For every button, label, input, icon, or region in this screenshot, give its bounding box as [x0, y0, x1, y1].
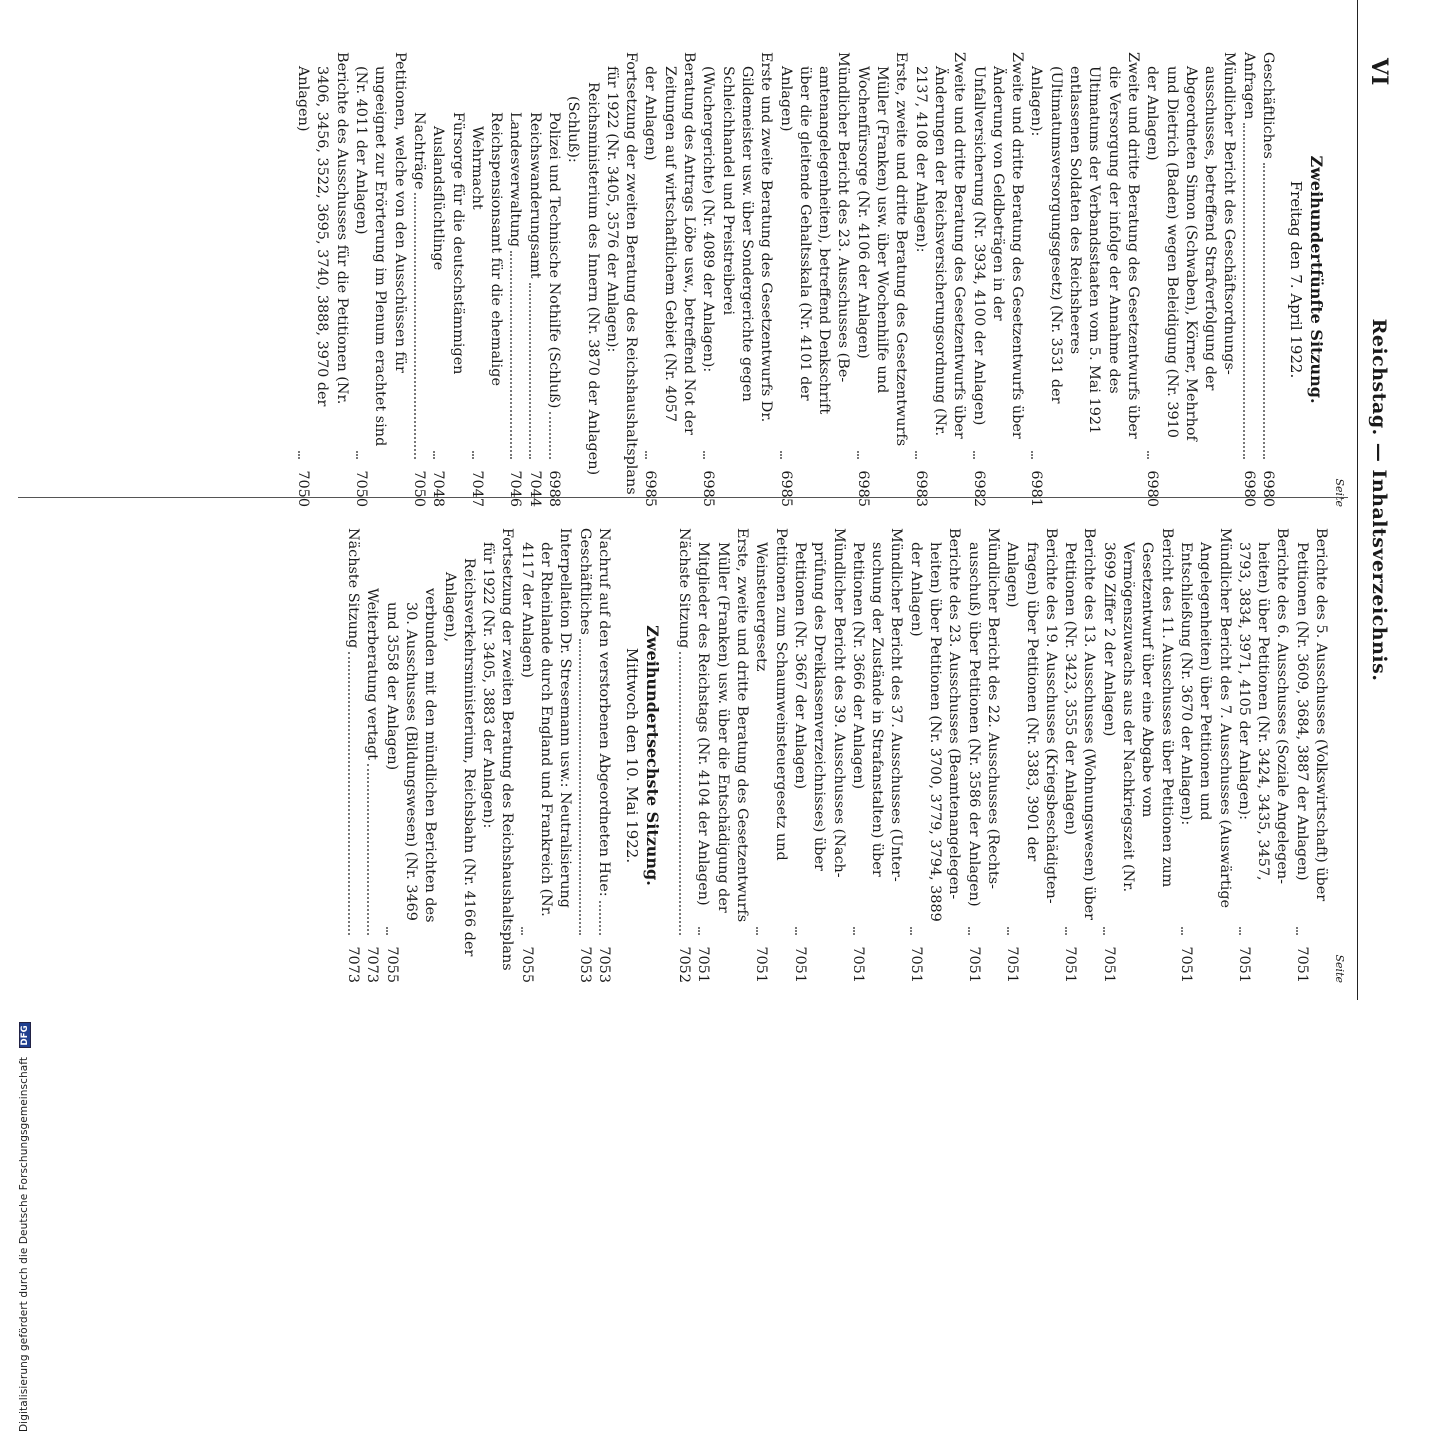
toc-entry: [563, 52, 602, 507]
dot-leader: [1031, 451, 1033, 459]
dot-leader: [915, 451, 917, 459]
dot-leader: [348, 652, 350, 935]
toc-entry: [602, 52, 641, 507]
dot-leader: [579, 639, 581, 935]
dot-leader: [756, 927, 758, 935]
dot-leader: [356, 451, 358, 459]
toc-entry: [478, 528, 517, 983]
entry-text: Zweite und dritte Beratung des Gesetzentwurfs über die Versorgung der infolge der Annahme des Ultimatums der Verbandsstaaten vom 5. Mai 1921 entlassenen Soldaten des Reichsheeres (Ultimatumsversorgungsgesetz) (Nr. 3531 der Anlagen):: [1028, 52, 1141, 439]
entry-list: [293, 52, 1277, 507]
page-ref: 7051: [1235, 946, 1252, 983]
toc-entry: [640, 52, 698, 507]
page-ref: 7047: [468, 470, 485, 507]
toc-entry: [968, 52, 1026, 507]
page-ref: 7051: [1062, 946, 1079, 983]
toc-entry: [905, 528, 963, 983]
entry-text: Reichspensionsamt für die ehemalige Wehrmacht: [468, 112, 505, 386]
page-ref: 6985: [854, 470, 871, 507]
dot-leader: [433, 451, 435, 459]
page-ref: 7050: [353, 470, 370, 507]
toc-entry: [594, 528, 613, 983]
page-ref: 7053: [576, 946, 593, 983]
entry-text: Berichte des 6. Ausschusses (Soziale Angelegenheiten) über Petitionen (Nr. 3424, 3435, 3457, 3793, 3834, 3971, 4105 der Anlagen):: [1235, 528, 1291, 885]
page-ref: 7073: [345, 946, 362, 983]
page-ref: 7051: [965, 946, 982, 983]
page-ref: 7051: [1100, 946, 1117, 983]
page-ref: 7055: [383, 946, 400, 983]
dot-leader: [1147, 451, 1149, 459]
toc-entry: [343, 528, 362, 983]
toc-entry: [790, 528, 848, 983]
toc-entry: [852, 52, 910, 507]
toc-entry: [910, 52, 968, 507]
entry-text: Mündlicher Bericht des 22. Ausschusses (Rechtsausschuß) über Petitionen (Nr. 3586 der Anlagen): [965, 528, 1001, 907]
dot-leader: [857, 451, 859, 459]
page-ref: 6988: [546, 470, 563, 507]
toc-entry: [1026, 52, 1142, 507]
digitization-text: Digitalisierung gefördert durch die Deutsche Forschungsgemeinschaft: [18, 1056, 30, 1432]
session-date: Freitag den 7. April 1922.: [1287, 180, 1305, 379]
entry-text: Nachruf auf den verstorbenen Abgeordneten Hue:: [595, 528, 612, 897]
session-title: Zweihundertfünfte Sitzung.: [1307, 155, 1326, 404]
dot-leader: [910, 927, 912, 935]
page-ref: 6985: [700, 470, 717, 507]
toc-entry: [409, 52, 428, 507]
entry-text: Fürsorge für die deutschstämmigen Auslandsflüchtlinge: [430, 112, 466, 375]
dot-leader: [1103, 927, 1105, 935]
dot-leader: [795, 927, 797, 935]
seite-label: Seite: [1333, 954, 1346, 983]
entry-text: Reichsministerium des Innern (Nr. 3870 der Anlagen) (Schluß):: [565, 82, 601, 476]
toc-entry: [293, 52, 351, 507]
entry-text: Berichte des 23. Ausschusses (Beamtenangelegenheiten) über Petitionen (Nr. 3700, 3779, 3794, 3889 der Anlagen): [907, 528, 963, 922]
dot-leader: [298, 451, 300, 459]
dot-leader: [703, 451, 705, 459]
entry-text: Nachträge: [410, 112, 427, 190]
entry-list: [343, 528, 613, 983]
page-ref: 7044: [526, 470, 543, 507]
page-header: [1357, 0, 1398, 1000]
dot-leader: [645, 451, 647, 459]
column-divider: [18, 497, 1348, 498]
entry-text: Bericht des 11. Ausschusses über Petitionen zum Gesetzentwurf über eine Abgabe vom Vermögenszuwachs aus der Nachkriegszeit (Nr. 3699 Ziffer 2 der Anlagen): [1100, 528, 1175, 893]
entry-text: Erste, zweite und dritte Beratung des Gesetzentwurfs Müller (Franken) usw. über die Entschädigung der Mitglieder des Reichstags (Nr. 4104 der Anlagen): [695, 528, 751, 923]
page-ref: 7050: [410, 470, 427, 507]
toc-entry: [698, 52, 775, 507]
page-ref: 7051: [907, 946, 924, 983]
entry-text: Mündlicher Bericht des 39. Ausschusses (Nachprüfung des Dreiklassenverzeichnisses) über Petitionen (Nr. 3667 der Anlagen): [791, 528, 847, 878]
toc-entry: [775, 52, 852, 507]
entry-text: Reichsverkehrsministerium, Reichsbahn (Nr. 4166 der Anlagen),: [441, 558, 477, 957]
toc-entry: [1291, 528, 1330, 983]
entry-text: Landesverwaltung: [507, 112, 524, 248]
entry-text: Geschäftliches: [1260, 52, 1276, 159]
toc-entry: [524, 52, 543, 507]
dot-leader: [968, 927, 970, 935]
dot-leader: [1181, 927, 1183, 935]
left-column: [293, 52, 1346, 507]
dot-leader: [973, 451, 975, 459]
entry-text: Berichte des Ausschusses für die Petitionen (Nr. 3406, 3456, 3522, 3695, 3740, 3888, 3970 der Anlagen): [295, 52, 350, 407]
toc-entry: [1238, 52, 1257, 507]
dot-leader: [549, 412, 551, 459]
entry-text: Fortsetzung der zweiten Beratung des Reichshaushaltsplans für 1922 (Nr. 3405, 3883 der Anlagen):: [480, 528, 516, 971]
page-ref: 6980: [1240, 470, 1257, 507]
entry-text: Erste und zweite Beratung des Gesetzentwurfs Dr. Gildemeister usw. über Sondergerichte gegen Schleichhandel und Preistreiberei (Wuchergerichte) (Nr. 4089 der Anlagen):: [700, 52, 775, 423]
page-ref: 7051: [1004, 946, 1021, 983]
page-number: VI: [1366, 58, 1392, 86]
dot-leader: [1065, 927, 1067, 935]
toc-entry: [1234, 528, 1292, 983]
entry-text: Weiterberatung vertagt: [364, 588, 381, 761]
entry-text: Polizei und Technische Nothilfe (Schluß): [546, 112, 563, 409]
page-ref: 7052: [676, 946, 693, 983]
dot-leader: [1263, 163, 1265, 459]
page-ref: 7051: [791, 946, 808, 983]
dot-leader: [1007, 927, 1009, 935]
session-date: Mittwoch den 10. Mai 1922.: [622, 647, 641, 864]
entry-text: Zweite und dritte Beratung des Gesetzentwurfs über Änderungen der Reichsversicherungsordnung (Nr. 2137, 4108 der Anlagen):: [912, 52, 968, 439]
dot-leader: [510, 251, 512, 459]
page-ref: 6980: [1260, 470, 1276, 507]
entry-text: Anfragen: [1240, 52, 1257, 120]
session-title: Zweihundertsechste Sitzung.: [642, 625, 662, 886]
entry-text: Erste, zweite und dritte Beratung des Gesetzentwurfs Müller (Franken) usw. über Wochenhilfe und Wochenfürsorge (Nr. 4106 der Anlagen): [854, 52, 910, 447]
toc-entry: [574, 528, 593, 983]
right-column: [343, 528, 1346, 983]
dot-leader: [521, 927, 523, 935]
toc-entry: [544, 52, 563, 507]
page-ref: 7073: [364, 946, 381, 983]
entry-text: Mündlicher Bericht des Geschäftsordnungsausschusses, betreffend Strafverfolgung der Abgeordneten Simon (Schwaben), Körner, Mehrhof und Dietrich (Baden) wegen Beleidigung (Nr. 3910 der Anlagen): [1144, 52, 1238, 441]
toc-entry: [751, 528, 790, 983]
dot-leader: [414, 193, 416, 459]
page-ref: 7055: [518, 946, 535, 983]
entry-text: Mündlicher Bericht des 37. Ausschusses (Untersuchung der Zustände in Strafanstalten) über Petitionen (Nr. 3666 der Anlagen): [849, 528, 905, 882]
page-ref: 7051: [1293, 946, 1310, 983]
toc-entry: [351, 52, 409, 507]
dot-leader: [679, 652, 681, 935]
entry-text: Berichte des 13. Ausschusses (Wohnungswesen) über Petitionen (Nr. 3423, 3555 der Anlagen): [1062, 528, 1098, 921]
entry-text: Berichte des 19. Ausschusses (Kriegsbeschädigtenfragen) über Petitionen (Nr. 3383, 3901 der Anlagen): [1004, 528, 1059, 904]
page-ref: 6985: [777, 470, 794, 507]
toc-entry: [1098, 528, 1175, 983]
entry-text: Fortsetzung der zweiten Beratung des Reichshaushaltsplans für 1922 (Nr. 3405, 3576 der Anlagen):: [603, 52, 640, 495]
entry-text: Geschäftliches: [576, 528, 593, 635]
dot-leader: [386, 927, 388, 935]
entry-text: Mündlicher Bericht des 7. Ausschusses (Auswärtige Angelegenheiten) über Petitionen und Entschließung (Nr. 3670 der Anlagen):: [1177, 528, 1233, 909]
dot-leader: [529, 283, 531, 459]
dfg-logo-icon: DFG: [19, 1022, 31, 1048]
entry-text: Nächste Sitzung: [345, 528, 362, 649]
seite-label: Seite: [1333, 478, 1346, 507]
page-ref: 7051: [1177, 946, 1194, 983]
page-ref: 6982: [970, 470, 987, 507]
dot-leader: [367, 764, 369, 935]
page-ref: 6980: [1144, 470, 1161, 507]
toc-entry: [963, 528, 1002, 983]
entry-text: Interpellation Dr. Stresemann usw.: Neutralisierung der Rheinlande durch England und Frankreich (Nr. 4117 der Anlagen): [518, 528, 574, 917]
toc-entry: [1258, 52, 1277, 507]
entry-text: Mündlicher Bericht des 23. Ausschusses (Beamtenangelegenheiten), betreffend Denkschrift über die gleitende Gehaltsskala (Nr. 4101 der Anlagen): [777, 52, 852, 415]
page-ref: 7050: [295, 470, 312, 507]
page-ref: 6983: [912, 470, 929, 507]
dot-leader: [853, 927, 855, 935]
toc-entry: [1142, 52, 1238, 507]
page-ref: 6985: [642, 470, 659, 507]
page-ref: 7048: [430, 470, 447, 507]
page-ref: 7046: [507, 470, 524, 507]
dot-leader: [1296, 927, 1298, 935]
toc-entry: [674, 528, 693, 983]
toc-entry: [362, 528, 381, 983]
page-ref: 7051: [695, 946, 712, 983]
toc-entry: [428, 52, 467, 507]
toc-entry: [381, 528, 439, 983]
toc-entry: [439, 528, 478, 983]
toc-entry: [505, 52, 524, 507]
dot-leader: [780, 451, 782, 459]
dot-leader: [1243, 123, 1245, 459]
dot-leader: [599, 901, 601, 935]
entry-text: verbunden mit den mündlichen Berichten des 30. Ausschusses (Bildungswesen) (Nr. 3469 und 3558 der Anlagen): [383, 588, 439, 923]
entry-text: Reichswanderungsamt: [526, 112, 543, 279]
entry-text: Petitionen zum Schaumweinsteuergesetz und Weinsteuergesetz: [753, 528, 789, 861]
page-ref: 7051: [849, 946, 866, 983]
toc-entry: [1176, 528, 1234, 983]
entry-text: Beratung des Antrags Löbe usw., betreffend Not der Zeitungen auf wirtschaftlichem Gebiet (Nr. 4057 der Anlagen): [642, 52, 698, 435]
dot-leader: [698, 927, 700, 935]
toc-entry: [1060, 528, 1099, 983]
page-ref: 7053: [595, 946, 612, 983]
running-title: Reichstag. — Inhaltsverzeichnis.: [1368, 318, 1390, 682]
entry-text: Berichte des 5. Ausschusses (Volkswirtschaft) über Petitionen (Nr. 3609, 3684, 3887 der Anlagen): [1293, 528, 1329, 902]
entry-text: Zweite und dritte Beratung des Gesetzentwurfs über Änderung von Geldbeträgen in der Unfallversicherung (Nr. 3934, 4100 der Anlagen): [970, 52, 1026, 439]
toc-entry: [693, 528, 751, 983]
digitization-note: [18, 1022, 31, 1432]
dot-leader: [472, 451, 474, 459]
toc-entry: [848, 528, 906, 983]
toc-entry: [1002, 528, 1060, 983]
page-ref: 6981: [1028, 470, 1045, 507]
toc-entry: [467, 52, 506, 507]
dot-leader: [1239, 927, 1241, 935]
toc-entry: [516, 528, 574, 983]
entry-text: Petitionen, welche von den Ausschüssen für ungeeignet zur Erörterung im Plenum erachtet sind (Nr. 4011 der Anlagen): [353, 52, 408, 447]
page-ref: 7051: [753, 946, 770, 983]
entry-list: [674, 528, 1330, 983]
entry-text: Nächste Sitzung: [676, 528, 693, 649]
